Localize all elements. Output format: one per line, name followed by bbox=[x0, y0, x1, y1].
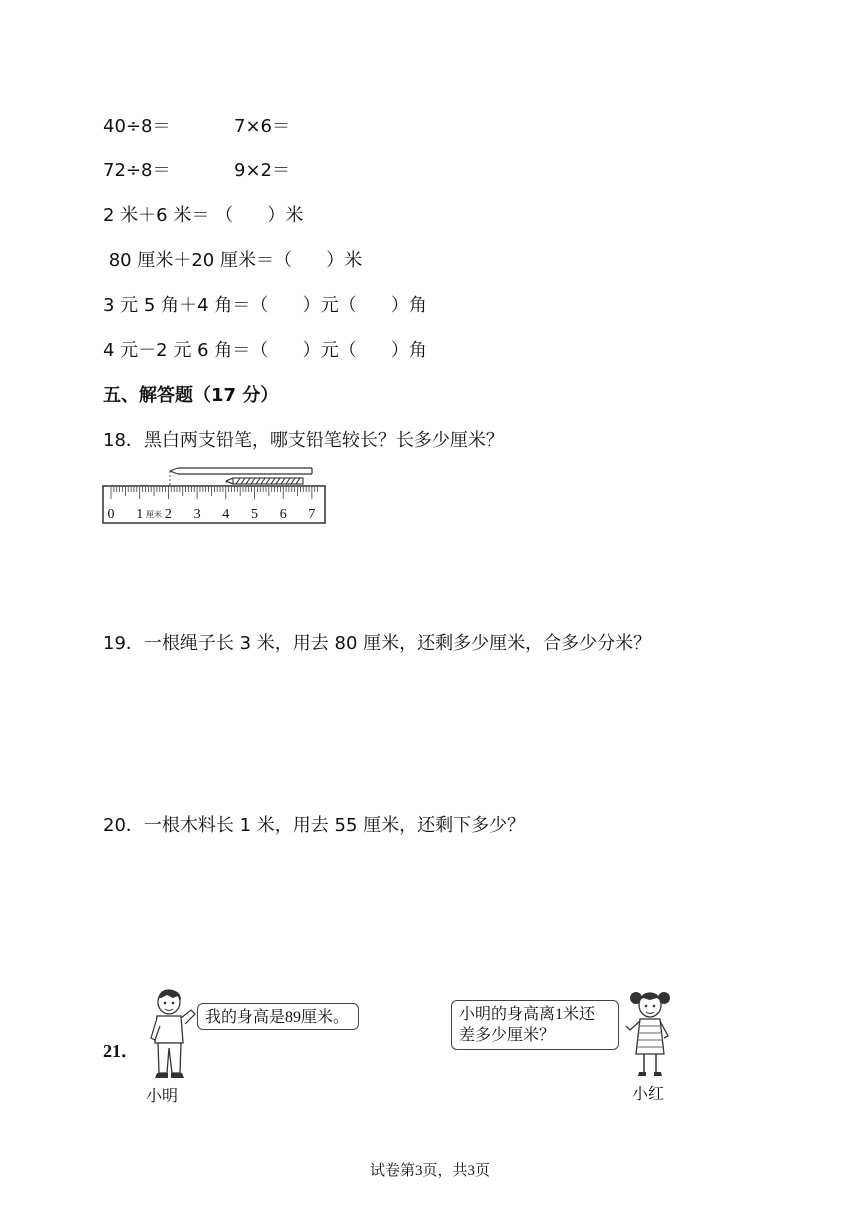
boy-name-label: 小明 bbox=[146, 1088, 179, 1105]
girl-xiaohong-illustration bbox=[622, 988, 678, 1080]
calc-item-9-times-2: 9×2＝ bbox=[234, 160, 290, 181]
calc-item-7-times-6: 7×6＝ bbox=[234, 116, 290, 137]
girl-speech-line-1: 小明的身高离1米还 bbox=[459, 1006, 596, 1023]
ruler-label-1: 1 bbox=[136, 507, 144, 522]
boy-speech-bubble bbox=[197, 1003, 359, 1030]
calc-item-yuan-add: 3 元 5 角＋4 角＝（ ）元（ ）角 bbox=[103, 295, 427, 316]
ruler-label-2: 2 bbox=[164, 507, 172, 522]
calc-item-centimeters: 80 厘米＋20 厘米＝（ ）米 bbox=[103, 250, 363, 271]
ruler-label-3: 3 bbox=[193, 507, 201, 522]
section-title: 五、解答题（17 分） bbox=[103, 385, 279, 406]
ruler-with-pencils-figure bbox=[100, 466, 328, 526]
calc-item-meters: 2 米＋6 米＝ （ ）米 bbox=[103, 205, 304, 226]
ruler-label-6: 6 bbox=[279, 507, 287, 522]
girl-speech-bubble bbox=[451, 1000, 619, 1050]
girl-speech-line-2: 差多少厘米？ bbox=[459, 1027, 556, 1044]
calc-item-72-div-8: 72÷8＝ bbox=[103, 160, 171, 181]
question-19-text: 19．一根绳子长 3 米，用去 80 厘米，还剩多少厘米，合多少分米？ bbox=[103, 633, 652, 654]
ruler-label-0: 0 bbox=[107, 507, 115, 522]
question-20-text: 20．一根木料长 1 米，用去 55 厘米，还剩下多少？ bbox=[103, 815, 526, 836]
calc-item-40-div-8: 40÷8＝ bbox=[103, 116, 171, 137]
question-18-text: 18．黑白两支铅笔，哪支铅笔较长？长多少厘米？ bbox=[103, 430, 504, 451]
ruler-label-7: 7 bbox=[308, 507, 316, 522]
page-footer: 试卷第3页，共3页 bbox=[369, 1163, 490, 1179]
question-21-number: 21． bbox=[103, 1041, 139, 1061]
ruler-unit-label: 厘米 bbox=[146, 510, 163, 519]
girl-name-label: 小红 bbox=[632, 1086, 665, 1103]
boy-speech-text: 我的身高是89厘米。 bbox=[205, 1009, 350, 1026]
ruler-label-4: 4 bbox=[222, 507, 230, 522]
calc-item-yuan-subtract: 4 元－2 元 6 角＝（ ）元（ ）角 bbox=[103, 340, 427, 361]
black-pencil bbox=[226, 478, 303, 486]
boy-xiaoming-illustration bbox=[145, 988, 197, 1083]
ruler-label-5: 5 bbox=[251, 507, 258, 522]
